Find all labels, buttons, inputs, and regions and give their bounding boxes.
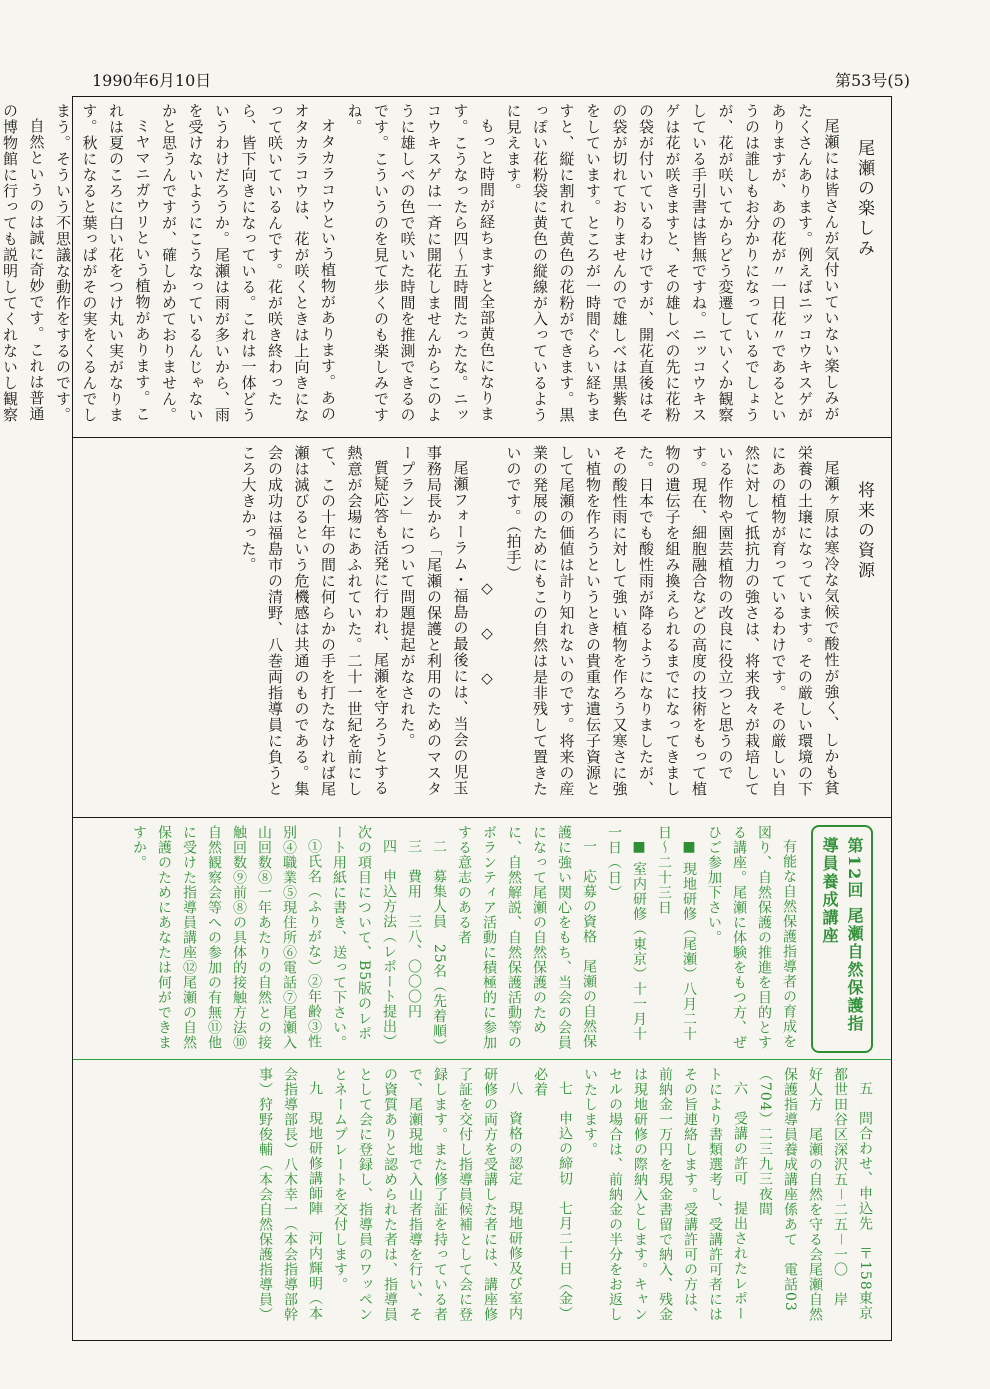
course-item: 三 費用 三八、〇〇〇円	[406, 839, 422, 1019]
course-details-text	[73, 1061, 891, 1339]
course-title-box: 第12回 尾瀬自然保護指導員養成講座	[811, 825, 873, 1053]
course-item: 八 資格の認定 現地研修及び室内研修の両方を受講した者には、講座修了証を交付し指導員候補として会に登録します。また修了証を持っている者で、尾瀬現地で入山者指導を行い、その資質ありと認められた者は、指導員として会に登録し、指導員のワッペンとネームプレートを交付します。	[332, 1067, 523, 1322]
section-course-announcement	[73, 819, 891, 1059]
course-item: 五 問合わせ、申込先 〒158東京都世田谷区深沢五－二五－一〇 岸 好人方 尾瀬の自然を守る会尾瀬自然保護指導員養成講座係あて 電話03（704）二三九三夜間	[757, 1067, 873, 1322]
course-intro: 有能な自然保護指導者の育成を図り、自然保護の推進を目的とする講座。尾瀬に体験をもつ方、ぜひご参加下さい。	[706, 825, 797, 1050]
paragraph: 尾瀬フォーラム・福島の最後には、当会の児玉事務局長から「尾瀬の保護と利用のためのマスタープラン」について問題提起がなされた。	[398, 445, 470, 797]
course-item: 二 募集人員 25名（先着順）	[431, 839, 447, 1054]
paragraph: オタカラコウという植物があります。あのオタカラコウは、花が咲くときは上向きになって咲いているんです。花が咲き終わったら、皆下向きになっている。これは一体どういうわけだろうか。尾瀬は雨が多いから、雨を受けないようにこうなっているんじゃないかと思うんですが、確しかめておりません。	[160, 103, 337, 423]
course-item: 六 受講の許可 提出されたレポートにより書類選考し、受講許可者にはその旨連絡します。受講許可の方は、前納金一万円を現金書留で納入、残金は現地研修の際納入とします。キャンセルの場合は、前納金の半分をお返しいたします。	[582, 1067, 748, 1322]
heading-oze-enjoyment: 尾瀬の楽しみ	[854, 139, 874, 259]
paragraph: 自然というのは誠に奇妙です。これは普通の博物館に行っても説明してくれないし観察	[1, 103, 46, 423]
divider-green	[73, 1059, 891, 1060]
issue-date: 1990年6月10日	[92, 71, 212, 90]
course-item: 一 応募の資格 尾瀬の自然保護に強い関心をもち、当会の会員になって尾瀬の自然保護のために、自然解説、自然保護活動等のボランティア活動に積極的に参加する意志のある者	[456, 825, 597, 1050]
paragraph: ミヤマニガウリという植物があります。これは夏のころに白い花をつけ丸い実がなります。秋になると葉っぱがその実をくるんでしまう。そういう不思議な動作をするのです。	[54, 103, 152, 423]
paragraph: もっと時間が経ちますと全部黄色になります。こうなったら四～五時間たったな。ニッコウキスゲは一斉に開花しませんからこのように雄しべの色で咲いた時間を推測できるのです。こういうのを見て歩くのも楽しみですね。	[345, 103, 496, 423]
section-oze-enjoyment	[1, 97, 891, 437]
section-oze-enjoyment-text	[1, 97, 891, 437]
course-item: 四 申込方法（レポート提出） 次の項目について、B5版のレポート用紙に書き、送って下さい。	[331, 825, 397, 1057]
divider	[73, 817, 891, 818]
divider	[73, 437, 891, 438]
paragraph: 質疑応答も活発に行われ、尾瀬を守ろうとする熱意が会場にあふれていた。二十一世紀を前にして、この十年の間に何らかの手を打たなければ尾瀬は滅びるという危機感は共通のものである。集会の成功は福島市の清野、八巻両指導員に負うところ大きかった。	[239, 445, 390, 797]
section-course-details	[73, 1061, 891, 1339]
section-separator: ◇ ◇ ◇	[478, 578, 496, 693]
paragraph: 尾瀬ヶ原は寒冷な気候で酸性が強く、しかも貧栄養の土壌になっています。その厳しい環境の下にあの植物が育っているわけです。その厳しい自然に対して抵抗力の強さは、将来我々が栽培している作物や園芸植物の改良に役立つと思うのです。現在、細胞融合などの高度の技術をもって植物の遺伝子を組み換えられるまでになってきました。日本でも酸性雨が降るようになりましたが、その酸性雨に対して強い植物を作ろう又寒さに強い植物を作ろうというときの貴重な遺伝子資源として尾瀬の価値は計り知れないのです。将来の産業の発展のためにもこの自然は是非残して置きたいのです。（拍手）	[504, 445, 841, 797]
section-future-resources	[73, 439, 891, 817]
section-future-resources-text	[73, 439, 891, 817]
course-session: ■ 現地研修（尾瀬）八月二十日～二十三日	[656, 825, 697, 1042]
course-item: 九 現地研修講師陣 河内輝明（本会指導部長）八木幸一（本会指導部幹事）狩野俊輔（本会自然保護指導員）	[257, 1067, 323, 1322]
heading-future-resources: 将来の資源	[854, 481, 874, 581]
course-item: ①氏名（ふりがな）②年齢③性別④職業⑤現住所⑥電話⑦尾瀬入山回数⑧一年あたりの自然との接触回数⑨前⑧の具体的接触方法⑩自然観察会等への参加の有無⑪他に受けた指導員講座⑫尾瀬の自然保護のためにあなたは何ができますか。	[131, 825, 322, 1050]
course-announcement-text	[73, 819, 891, 1059]
course-item: 七 申込の締切 七月二十日（金）必着	[532, 1067, 573, 1321]
course-session: ■ 室内研修（東京）十一月十一日（日）	[606, 825, 647, 1042]
newsletter-page-frame	[1, 96, 892, 1341]
paragraph: 尾瀬には皆さんが気付いていない楽しみがたくさんあります。例えばニッコウキスゲがありますが、あの花が〃一日花〃であるというのは誰しもお分かりになっているでしょうが、花が咲いてからどう変遷していくか観察している手引書は皆無ですね。ニッコウキスゲは花が咲きますと、その雄しべの先に花粉の袋が付いているわけですが、開花直後はその袋が切れておりませんので雄しべは黒紫色をしています。ところが一時間ぐらい経ちますと、縦に割れて黄色の花粉ができます。黒っぽい花粉袋に黄色の縦線が入っているように見えます。	[504, 103, 841, 423]
issue-number: 第53号(5)	[835, 71, 911, 90]
